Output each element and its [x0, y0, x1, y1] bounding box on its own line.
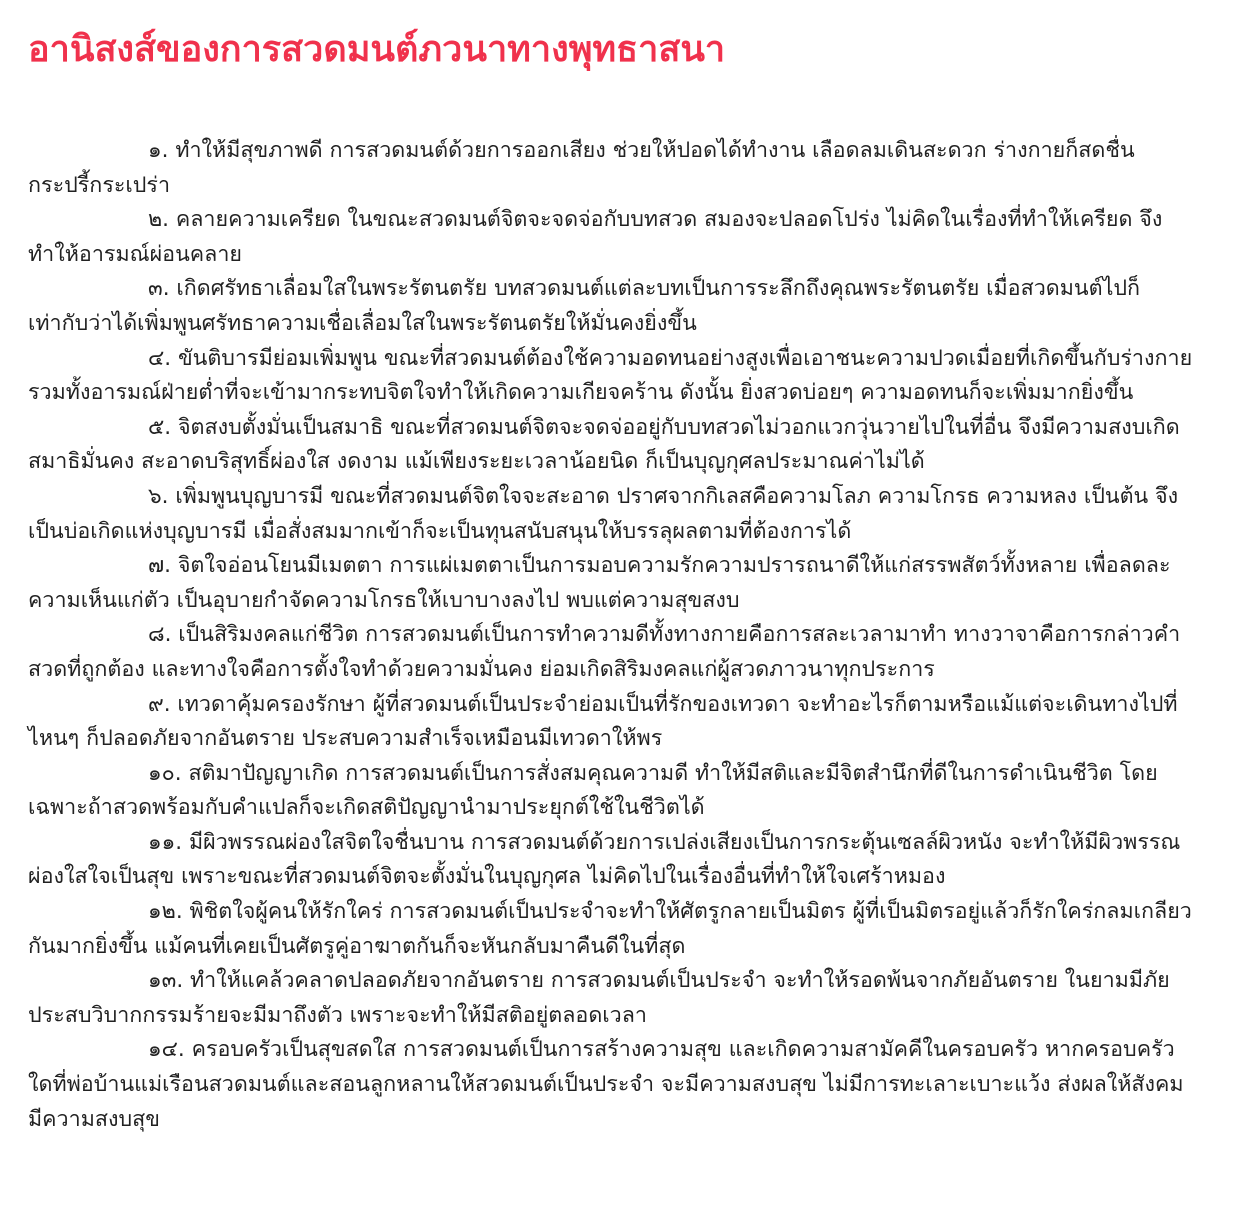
- benefit-item-6: ๖. เพิ่มพูนบุญบารมี ขณะที่สวดมนต์จิตใจจะสะอาด ปราศจากกิเลสคือความโลภ ความโกรธ ความหลง เป็นต้น จึงเป็นบ่อเกิดแห่งบุญบารมี เมื่อสั่งสมมากเข้าก็จะเป็นทุนสนับสนุนให้บรรลุผลตามที่ต้องการได้: [28, 483, 1179, 544]
- page-title: อานิสงส์ของการสวดมนต์ภวนาทางพุทธาสนา: [28, 29, 726, 70]
- benefit-item-5: ๕. จิตสงบตั้งมั่นเป็นสมาธิ ขณะที่สวดมนต์จิตจะจดจ่ออยู่กับบทสวดไม่วอกแวกวุ่นวายไปในที่อื่น จึงมีความสงบเกิดสมาธิมั่นคง สะอาดบริสุทธิ์ผ่องใส งดงาม แม้เพียงระยะเวลาน้อยนิด ก็เป็นบุญกุศลประมาณค่าไม่ได้: [28, 414, 1180, 475]
- benefit-item-14: ๑๔. ครอบครัวเป็นสุขสดใส การสวดมนต์เป็นการสร้างความสุข และเกิดความสามัคคีในครอบครัว หากครอบครัวใดที่พ่อบ้านแม่เรือนสวดมนต์และสอนลูกหลานให้สวดมนต์เป็นประจำ จะมีความสงบสุข ไม่มีการทะเลาะเบาะแว้ง ส่งผลให้สังคมมีความสงบสุข: [28, 1037, 1184, 1132]
- benefit-item-13: ๑๓. ทำให้แคล้วคลาดปลอดภัยจากอันตราย การสวดมนต์เป็นประจำ จะทำให้รอดพ้นจากภัยอันตราย ในยามมีภัย ประสบวิบากกรรมร้ายจะมีมาถึงตัว เพราะจะทำให้มีสติอยู่ตลอดเวลา: [28, 968, 1170, 1028]
- benefit-item-9: ๙. เทวดาคุ้มครองรักษา ผู้ที่สวดมนต์เป็นประจำย่อมเป็นที่รักของเทวดา จะทำอะไรก็ตามหรือแม้แต่จะเดินทางไปที่ไหนๆ ก็ปลอดภัยจากอันตราย ประสบความสำเร็จเหมือนมีเทวดาให้พร: [28, 691, 1178, 752]
- benefit-item-10: ๑๐. สติมาปัญญาเกิด การสวดมนต์เป็นการสั่งสมคุณความดี ทำให้มีสติและมีจิตสำนึกที่ดีในการดำเนินชีวิต โดยเฉพาะถ้าสวดพร้อมกับคำแปลก็จะเกิดสติปัญญานำมาประยุกต์ใช้ในชีวิตได้: [28, 760, 1158, 821]
- benefit-item-7: ๗. จิตใจอ่อนโยนมีเมตตา การแผ่เมตตาเป็นการมอบความรักความปรารถนาดีให้แก่สรรพสัตว์ทั้งหลาย เพื่อลดละความเห็นแก่ตัว เป็นอุบายกำจัดความโกรธให้เบาบางลงไป พบแต่ความสุขสงบ: [28, 553, 1171, 613]
- benefit-item-8: ๘. เป็นสิริมงคลแก่ชีวิต การสวดมนต์เป็นการทำความดีทั้งทางกายคือการสละเวลามาทำ ทางวาจาคือการกล่าวคำสวดที่ถูกต้อง และทางใจคือการตั้งใจทำด้วยความมั่นคง ย่อมเกิดสิริมงคลแก่ผู้สวดภาวนาทุกประการ: [28, 622, 1181, 682]
- article-body: [28, 134, 1196, 1137]
- benefit-item-12: ๑๒. พิชิตใจผู้คนให้รักใคร่ การสวดมนต์เป็นประจำจะทำให้ศัตรูกลายเป็นมิตร ผู้ที่เป็นมิตรอยู่แล้วก็รักใคร่กลมเกลียวกันมากยิ่งขึ้น แม้คนที่เคยเป็นศัตรูคู่อาฆาตกันก็จะหันกลับมาคืนดีในที่สุด: [28, 899, 1192, 959]
- benefit-item-3: ๓. เกิดศรัทธาเลื่อมใสในพระรัตนตรัย บทสวดมนต์แต่ละบทเป็นการระลึกถึงคุณพระรัตนตรัย เมื่อสวดมนต์ไปก็เท่ากับว่าได้เพิ่มพูนศรัทธาความเชื่อเลื่อมใสในพระรัตนตรัยให้มั่นคงยิ่งขึ้น: [28, 276, 1141, 336]
- benefit-item-11: ๑๑. มีผิวพรรณผ่องใสจิตใจชื่นบาน การสวดมนต์ด้วยการเปล่งเสียงเป็นการกระตุ้นเซลล์ผิวหนัง จะทำให้มีผิวพรรณผ่องใสใจเป็นสุข เพราะขณะที่สวดมนต์จิตจะตั้งมั่นในบุญกุศล ไม่คิดไปในเรื่องอื่นที่ทำให้ใจเศร้าหมอง: [28, 829, 1181, 890]
- benefit-item-4: ๔. ขันติบารมีย่อมเพิ่มพูน ขณะที่สวดมนต์ต้องใช้ความอดทนอย่างสูงเพื่อเอาชนะความปวดเมื่อยที่เกิดขึ้นกับร่างกาย รวมทั้งอารมณ์ฝ่ายต่ำที่จะเข้ามากระทบจิตใจทำให้เกิดความเกียจคร้าน ดังนั้น ยิ่งสวดบ่อยๆ ความอดทนก็จะเพิ่มมากยิ่งขึ้น: [28, 345, 1193, 406]
- benefit-item-2: ๒. คลายความเครียด ในขณะสวดมนต์จิตจะจดจ่อกับบทสวด สมองจะปลอดโปร่ง ไม่คิดในเรื่องที่ทำให้เครียด จึงทำให้อารมณ์ผ่อนคลาย: [28, 207, 1163, 267]
- benefit-item-1: ๑. ทำให้มีสุขภาพดี การสวดมนต์ด้วยการออกเสียง ช่วยให้ปอดได้ทำงาน เลือดลมเดินสะดวก ร่างกายก็สดชื่นกระปรี้กระเปร่า: [28, 138, 1135, 198]
